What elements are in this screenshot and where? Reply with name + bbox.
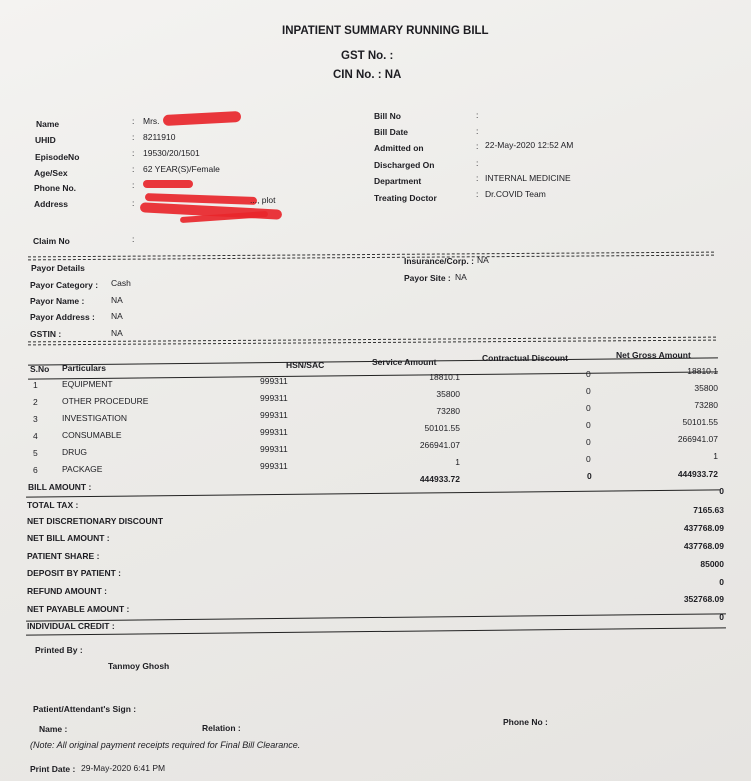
row-net: 18810.1 — [687, 366, 718, 376]
row-sno: 3 — [33, 414, 38, 424]
clearance-note: (Note: All original payment receipts required for Final Bill Clearance. — [30, 740, 301, 750]
row-particular: DRUG — [62, 447, 88, 457]
agesex-label: Age/Sex — [34, 168, 68, 178]
bill-net-total: 444933.72 — [677, 469, 718, 479]
print-date-label: Print Date : — [30, 764, 76, 774]
admitted-value: 22-May-2020 12:52 AM — [485, 140, 574, 150]
discharged-label: Discharged On — [374, 160, 435, 170]
gst-number: GST No. : — [341, 50, 394, 62]
episode-value: 19530/20/1501 — [143, 148, 200, 158]
print-date-value: 29-May-2020 6:41 PM — [81, 763, 166, 773]
summary-label: PATIENT SHARE : — [27, 551, 100, 561]
phone-label: Phone No. — [34, 183, 77, 193]
payor-address-value: NA — [111, 311, 123, 321]
summary-value: 85000 — [700, 559, 724, 569]
row-hsn: 999311 — [260, 393, 288, 403]
row-service: 18810.1 — [429, 372, 460, 382]
summary-label: INDIVIDUAL CREDIT : — [27, 621, 115, 631]
summary-value: 0 — [719, 612, 724, 622]
sign-label: Patient/Attendant's Sign : — [33, 704, 137, 714]
payor-name-label: Payor Name : — [30, 296, 85, 306]
footer-name-label: Name : — [39, 724, 68, 734]
col-contractual-discount: Contractual Discount — [482, 353, 568, 363]
row-service: 1 — [455, 457, 460, 467]
row-net: 50101.55 — [682, 417, 718, 427]
patient-name-prefix: Mrs. — [143, 116, 160, 126]
summary-bottom-rule — [26, 627, 726, 635]
bill-amount-label: BILL AMOUNT : — [28, 482, 92, 492]
payor-category-label: Payor Category : — [30, 280, 99, 290]
summary-value: 437768.09 — [683, 523, 724, 533]
printed-by-label: Printed By : — [35, 645, 83, 655]
row-service: 73280 — [436, 406, 460, 416]
row-hsn: 999311 — [260, 410, 288, 420]
bill-service-total: 444933.72 — [419, 474, 460, 484]
row-service: 266941.07 — [419, 440, 460, 450]
col-sno: S.No — [30, 364, 50, 374]
row-hsn: 999311 — [260, 461, 288, 471]
row-sno: 1 — [33, 380, 38, 390]
summary-label: NET BILL AMOUNT : — [27, 533, 110, 543]
row-discount: 0 — [586, 420, 591, 430]
summary-label: TOTAL TAX : — [27, 500, 79, 510]
row-particular: PACKAGE — [62, 464, 103, 474]
row-sno: 2 — [33, 397, 38, 407]
billno-label: Bill No — [374, 111, 401, 121]
row-discount: 0 — [586, 454, 591, 464]
department-value: INTERNAL MEDICINE — [485, 173, 571, 183]
printed-by-value: Tanmoy Ghosh — [108, 661, 170, 671]
redaction-name — [163, 111, 241, 126]
footer-phone-label: Phone No : — [503, 717, 548, 727]
summary-value: 352768.09 — [683, 594, 724, 604]
document-title: INPATIENT SUMMARY RUNNING BILL — [282, 25, 489, 37]
cin-number: CIN No. : NA — [333, 69, 402, 81]
summary-label: NET PAYABLE AMOUNT : — [27, 604, 130, 614]
insurance-label: Insurance/Corp. : — [404, 256, 474, 266]
department-label: Department — [374, 176, 422, 186]
relation-label: Relation : — [202, 723, 241, 733]
payor-address-label: Payor Address : — [30, 312, 95, 322]
col-net-gross: Net Gross Amount — [616, 350, 691, 360]
row-hsn: 999311 — [260, 376, 288, 386]
episode-label: EpisodeNo — [35, 152, 80, 162]
admitted-label: Admitted on — [374, 143, 424, 153]
row-discount: 0 — [586, 403, 591, 413]
row-particular: EQUIPMENT — [62, 379, 113, 389]
row-sno: 5 — [33, 448, 38, 458]
payor-category-value: Cash — [111, 278, 131, 288]
row-discount: 0 — [586, 437, 591, 447]
billdate-label: Bill Date — [374, 127, 409, 137]
payor-details-label: Payor Details — [31, 263, 85, 273]
col-hsn: HSN/SAC — [286, 360, 325, 370]
payor-site-label: Payor Site : — [404, 273, 451, 283]
row-particular: CONSUMABLE — [62, 430, 122, 440]
claim-label: Claim No — [33, 236, 70, 246]
row-sno: 6 — [33, 465, 38, 475]
gstin-value: NA — [111, 328, 123, 338]
uhid-value: 8211910 — [143, 132, 176, 142]
row-hsn: 999311 — [260, 444, 288, 454]
row-net: 1 — [713, 451, 718, 461]
summary-value: 0 — [719, 486, 724, 496]
row-net: 73280 — [694, 400, 718, 410]
row-service: 35800 — [436, 389, 460, 399]
address-line1-tail: ..., plot — [250, 195, 276, 205]
row-service: 50101.55 — [424, 423, 460, 433]
summary-value: 0 — [719, 577, 724, 587]
col-particulars: Particulars — [62, 363, 106, 373]
gstin-label: GSTIN : — [30, 329, 62, 339]
agesex-value: 62 YEAR(S)/Female — [143, 164, 220, 174]
doctor-label: Treating Doctor — [374, 193, 437, 203]
bill-page: INPATIENT SUMMARY RUNNING BILL GST No. : CIN No. : NA Name : Mrs. UHID : 8211910 EpisodeNo : 19530/20/1501 Age/Sex : 62 YEAR(S)/Female Phone No. : Address : ..., plot Bill No : Bill Date : Admitted on : 22-May-2020 12:52 AM Discharged On : Department : INTERNAL MEDICINE Treating Doctor : Dr.COVID Team Claim No : Payor Details Insurance/Corp. : NA Payor Site : NA Payor Category : Cash Payor Name : NA Payor Address : NA GSTIN : NA S.No Particulars HSN/SAC Service Amount Contractual Discount Net Gross Amount 1 EQUIPMENT 999311 18810.1 0 18810.1 2 OTHER PROCEDURE 999311 35800 0 35800 3 INVESTIGATION 999311 73280 0 73280 4 CONSUMABLE 999311 50101.55 0 50101.55 5 DRUG 999311 266941.07 0 266941.07 6 PACKAGE 999311 1 0 1 BILL AMOUNT : 444933.72 0 444933.72 TOTAL TAX : 0 NET DISCRETIONARY DISCOUNT 7165.63 NET BILL AMOUNT : 437768.09 PATIENT SHARE : 437768.09 DEPOSIT BY PATIENT : 85000 REFUND AMOUNT : 0 NET PAYABLE AMOUNT : 352768.09 INDIVIDUAL CREDIT : 0 Printed By : Tanmoy Ghosh Patient/Attendant's Sign : Name : Relation : Phone No : (Note: All original payment receipts required for Final Bill Clearance. Print Date : 29-May-2020 6:41 PM — [0, 0, 751, 781]
row-particular: OTHER PROCEDURE — [62, 396, 149, 406]
summary-label: REFUND AMOUNT : — [27, 586, 107, 596]
row-net: 35800 — [694, 383, 718, 393]
row-discount: 0 — [586, 386, 591, 396]
uhid-label: UHID — [35, 135, 56, 145]
row-hsn: 999311 — [260, 427, 288, 437]
row-sno: 4 — [33, 431, 38, 441]
row-net: 266941.07 — [677, 434, 718, 444]
summary-value: 437768.09 — [683, 541, 724, 551]
doctor-value: Dr.COVID Team — [485, 189, 546, 199]
table-header-rule — [28, 371, 718, 379]
row-discount: 0 — [586, 369, 591, 379]
address-label: Address — [34, 199, 69, 209]
name-label: Name — [36, 119, 60, 129]
summary-label: DEPOSIT BY PATIENT : — [27, 568, 121, 578]
bill-amount-rule — [26, 489, 720, 497]
insurance-value: NA — [477, 255, 489, 265]
net-payable-rule — [26, 613, 726, 621]
summary-label: NET DISCRETIONARY DISCOUNT — [27, 516, 164, 526]
col-service-amount: Service Amount — [372, 357, 437, 367]
row-particular: INVESTIGATION — [62, 413, 128, 423]
payor-name-value: NA — [111, 295, 123, 305]
bill-discount-total: 0 — [587, 471, 592, 481]
summary-value: 7165.63 — [693, 505, 724, 515]
payor-site-value: NA — [455, 272, 467, 282]
redaction-phone — [143, 180, 193, 188]
